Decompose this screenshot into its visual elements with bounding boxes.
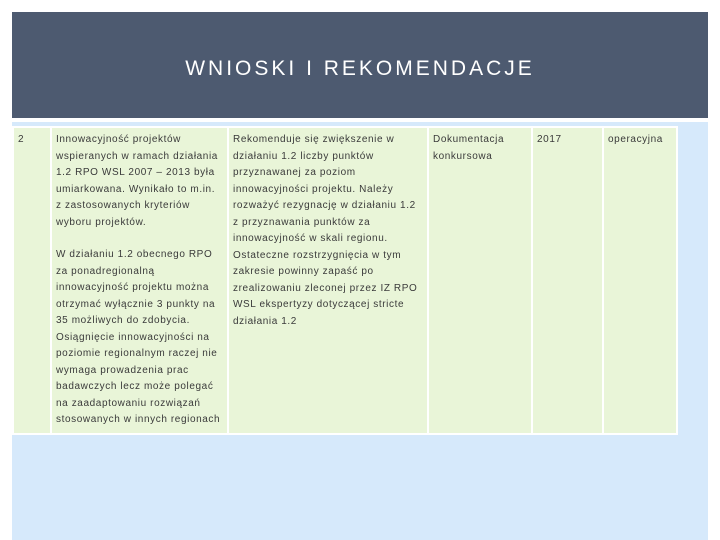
finding-paragraph-2: W działaniu 1.2 obecnego RPO za ponadregionalną innowacyjność projektu można otrzymać wyłącznie 3 punkty na 35 możliwych do zdobycia. Osiągnięcie innowacyjności na poziomie regionalnym raczej nie wymaga prowadzenia prac badawczych lecz może polegać na zaadaptowaniu rozwiązań stosowanych w innych regionach xyxy=(56,249,221,425)
type-cell xyxy=(603,127,677,434)
recommendation-text: Rekomenduje się zwiększenie w działaniu 1.2 liczby punktów przyznawanej za poziom innowacyjności projektu. Należy rozważyć rezygnację w działaniu 1.2 z przyznawania punktów za innowacyjność w skali regionu. Ostateczne rozstrzygnięcia w tym zakresie powinny zapaść po zrealizowaniu zleconej przez IZ RPO WSL ekspertyzy dotyczącej stricte działania 1.2 xyxy=(233,134,418,327)
recommendation-cell xyxy=(228,127,428,434)
title-band xyxy=(12,12,708,118)
document-text: Dokumentacja konkursowa xyxy=(433,134,505,162)
year-text: 2017 xyxy=(537,134,562,145)
document-cell xyxy=(428,127,532,434)
recommendations-table xyxy=(12,126,678,435)
table-row xyxy=(13,127,677,434)
findings-cell xyxy=(51,127,228,434)
type-text: operacyjna xyxy=(608,134,663,145)
finding-paragraph-1: Innowacyjność projektów wspieranych w ramach działania 1.2 RPO WSL 2007 – 2013 była umiarkowana. Wynikało to m.in. z zastosowanych kryteriów wyboru projektów. xyxy=(56,134,218,228)
row-number: 2 xyxy=(18,134,25,145)
row-number-cell xyxy=(13,127,51,434)
year-cell xyxy=(532,127,603,434)
slide-title: WNIOSKI I REKOMENDACJE xyxy=(185,57,535,80)
